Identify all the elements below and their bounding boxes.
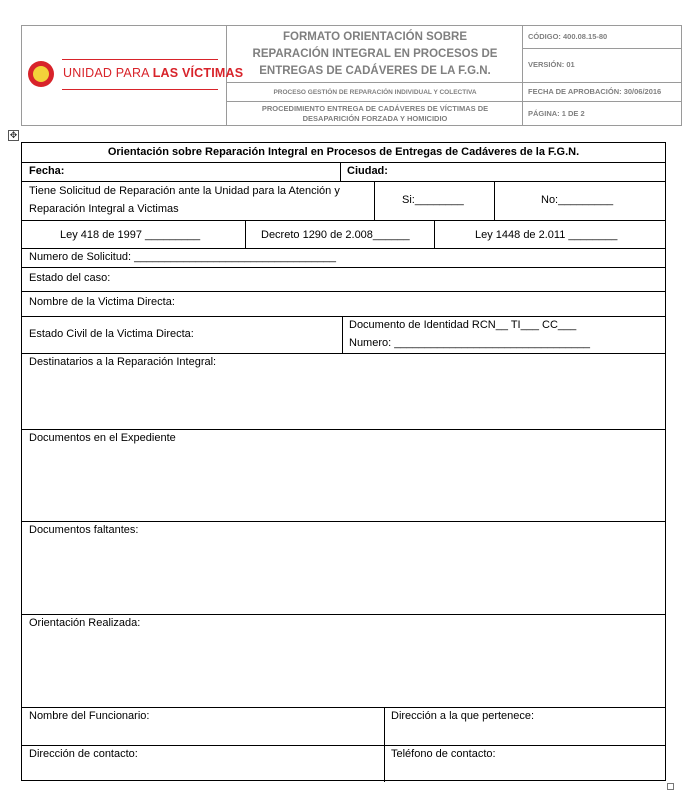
page-number: PÁGINA: 1 DE 2 — [528, 109, 585, 118]
document-title: FORMATO ORIENTACIÓN SOBRE REPARACIÓN INTEGRAL EN PROCESOS DE ENTREGAS DE CADÁVERES DE LA F.G.N. — [252, 30, 498, 77]
estado-civil-label: Estado Civil de la Victima Directa: — [29, 328, 194, 340]
form-title: Orientación sobre Reparación Integral en Procesos de Entregas de Cadáveres de la F.G.N. — [107, 146, 580, 158]
fecha-label: Fecha: — [29, 165, 65, 177]
table-move-handle-icon[interactable]: ✥ — [9, 130, 18, 140]
destinatarios-label: Destinatarios a la Reparación Integral: — [29, 356, 217, 368]
documento-identidad-field[interactable]: Documento de Identidad RCN__ TI___ CC___ — [349, 319, 577, 331]
coat-of-arms-icon — [28, 61, 54, 87]
no-field[interactable]: No:_________ — [541, 194, 614, 206]
si-field[interactable]: Si:________ — [402, 194, 464, 206]
document-code: CÓDIGO: 400.08.15-80 — [528, 32, 608, 41]
estado-caso-label: Estado del caso: — [29, 272, 111, 284]
documentos-expediente-label: Documentos en el Expediente — [29, 432, 176, 444]
telefono-contacto-label: Teléfono de contacto: — [391, 748, 496, 760]
nombre-victima-label: Nombre de la Victima Directa: — [29, 296, 175, 308]
process-name: PROCESO GESTIÓN DE REPARACIÓN INDIVIDUAL Y COLECTIVA — [273, 88, 477, 96]
orientation-form-table — [21, 142, 666, 781]
unidad-victimas-logo — [22, 26, 244, 125]
direccion-pertenece-label: Dirección a la que pertenece: — [391, 710, 535, 722]
solicitud-question-line1: Tiene Solicitud de Reparación ante la Unidad para la Atención y — [29, 185, 340, 197]
approval-date: FECHA DE APROBACIÓN: 30/06/2016 — [528, 87, 662, 96]
logo-text: UNIDAD PARA LAS VÍCTIMAS — [63, 66, 244, 80]
decreto-1290-field[interactable]: Decreto 1290 de 2.008______ — [261, 229, 410, 241]
solicitud-question-line2: Reparación Integral a Victimas — [29, 203, 179, 215]
ley-418-field[interactable]: Ley 418 de 1997 _________ — [60, 229, 201, 241]
numero-solicitud-field[interactable]: Numero de Solicitud: _________________________________ — [29, 251, 337, 263]
documentos-faltantes-label: Documentos faltantes: — [29, 524, 139, 536]
numero-documento-field[interactable]: Numero: ________________________________ — [349, 337, 591, 349]
orientacion-label: Orientación Realizada: — [29, 617, 141, 629]
procedure-name: PROCEDIMIENTO ENTREGA DE CADÁVERES DE VÍCTIMAS DE DESAPARICIÓN FORZADA Y HOMICIDIO — [261, 103, 489, 123]
document-version: VERSIÓN: 01 — [528, 60, 575, 69]
nombre-funcionario-label: Nombre del Funcionario: — [29, 710, 150, 722]
ciudad-label: Ciudad: — [347, 165, 388, 177]
ley-1448-field[interactable]: Ley 1448 de 2.011 ________ — [475, 229, 618, 241]
document-header — [21, 25, 682, 126]
direccion-contacto-label: Dirección de contacto: — [29, 748, 138, 760]
table-resize-handle[interactable] — [667, 783, 674, 790]
